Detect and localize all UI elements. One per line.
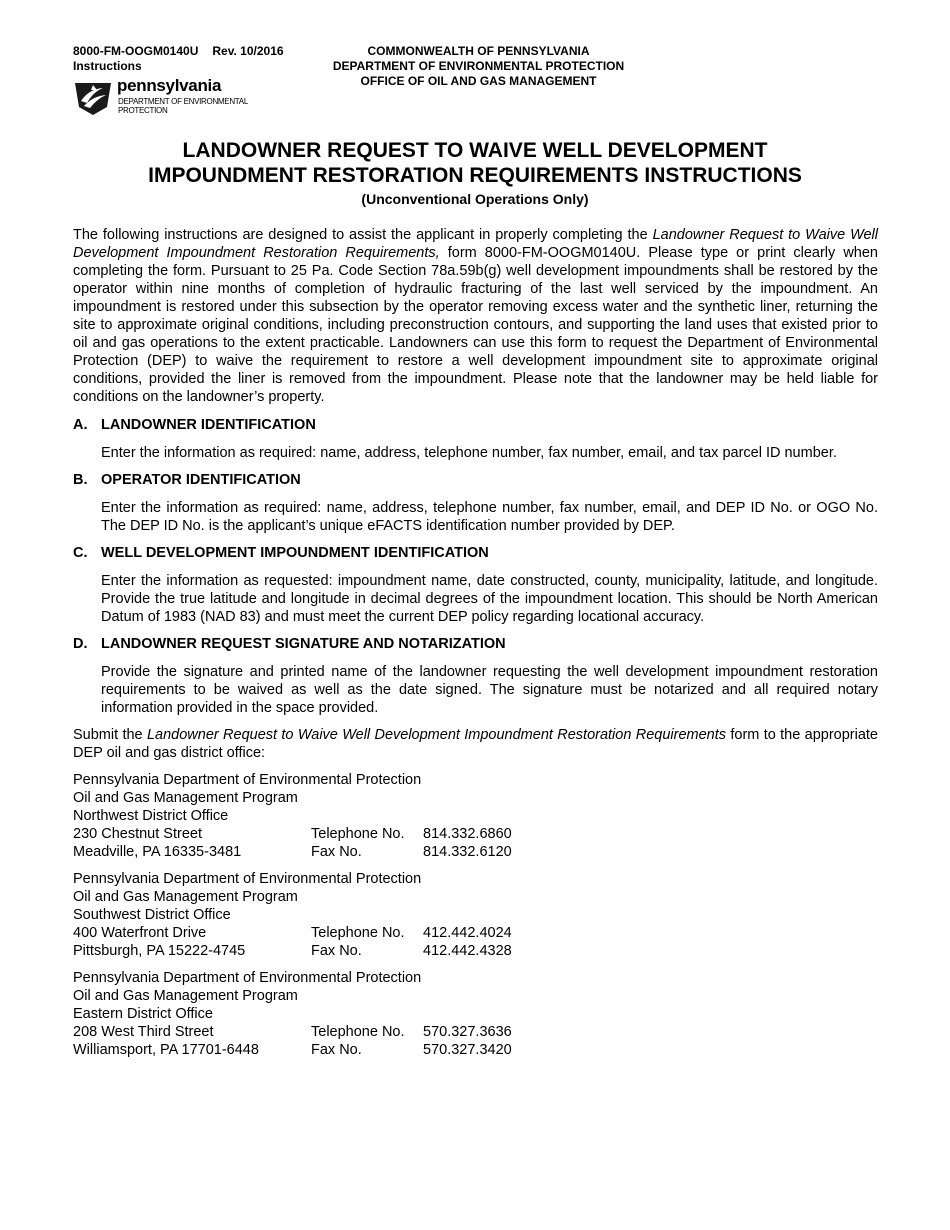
submit-text-pre: Submit the: [73, 727, 147, 743]
telephone-number: 412.442.4024: [423, 925, 512, 941]
agency-line-2: DEPARTMENT OF ENVIRONMENTAL PROTECTION: [332, 59, 625, 73]
form-id: 8000-FM-OOGM0140U: [73, 44, 199, 58]
office-street: 208 West Third Street: [73, 1024, 214, 1040]
office-city-row: [73, 942, 878, 960]
agency-line-3: OFFICE OF OIL AND GAS MANAGEMENT: [360, 74, 597, 88]
office-street-row: [73, 1023, 878, 1041]
section-d-body: Provide the signature and printed name of the landowner requesting the well development impoundment restoration requirements to be waived as well as the date signed. The signature must be notarized and all required notary information provided in the space provided.: [101, 664, 878, 716]
telephone-number: 570.327.3636: [423, 1024, 512, 1040]
fax-label: Fax No.: [311, 943, 362, 959]
office-eastern: [73, 969, 878, 1059]
keystone-logo-icon: [73, 77, 113, 117]
office-street-row: [73, 825, 878, 843]
office-street-row: [73, 924, 878, 942]
office-org: Pennsylvania Department of Environmental Protection: [73, 970, 422, 986]
office-program: Oil and Gas Management Program: [73, 988, 298, 1004]
logo-subtitle-line-2: PROTECTION: [118, 106, 168, 115]
office-city-row: [73, 843, 878, 861]
intro-paragraph: [73, 226, 878, 406]
section-c-heading: [73, 544, 878, 562]
section-b-heading: [73, 471, 878, 489]
office-street: 230 Chestnut Street: [73, 826, 202, 842]
telephone-number: 814.332.6860: [423, 826, 512, 842]
logo-subtitle: [118, 97, 248, 115]
office-city: Meadville, PA 16335-3481: [73, 844, 242, 860]
section-letter: C.: [73, 545, 88, 561]
section-a-heading: [73, 416, 878, 434]
office-org: Pennsylvania Department of Environmental Protection: [73, 871, 422, 887]
fax-number: 412.442.4328: [423, 943, 512, 959]
intro-text-pre: The following instructions are designed to assist the applicant in properly completing the: [73, 227, 653, 243]
section-letter: D.: [73, 636, 88, 652]
office-southwest: [73, 870, 878, 960]
fax-label: Fax No.: [311, 844, 362, 860]
section-d-heading: [73, 635, 878, 653]
fax-label: Fax No.: [311, 1042, 362, 1058]
office-name: Northwest District Office: [73, 808, 229, 824]
office-city: Pittsburgh, PA 15222-4745: [73, 943, 246, 959]
title-subtitle: (Unconventional Operations Only): [361, 191, 589, 207]
section-letter: B.: [73, 472, 88, 488]
agency-header: [300, 44, 657, 89]
office-city: Williamsport, PA 17701-6448: [73, 1042, 259, 1058]
office-program: Oil and Gas Management Program: [73, 790, 298, 806]
intro-text-post: form 8000-FM-OOGM0140U. Please type or print clearly when completing the form. Pursuant to 25 Pa. Code Section 78a.59b(g) well development impoundments shall be restored by the operator within nine months of completion of hydraulic fracturing of the last well serviced by the impoundment. An impoundment is restored under this subsection by the operator removing excess water and the synthetic liner, returning the site to approximate original conditions, including preconstruction contours, and supporting the land uses that existed prior to oil and gas operations to the extent practicable. Landowners can use this form to request the Department of Environmental Protection (DEP) to waive the requirement to restore a well development impoundment site to approximate original conditions, provided the liner is removed from the impoundment. Please note that the landowner may be held liable for conditions on the landowner’s property.: [73, 245, 878, 405]
title-line-1: LANDOWNER REQUEST TO WAIVE WELL DEVELOPMENT: [182, 139, 768, 162]
submit-text-post: form to the appropriate DEP oil and gas district office:: [73, 727, 878, 761]
section-title: WELL DEVELOPMENT IMPOUNDMENT IDENTIFICATION: [101, 545, 489, 561]
telephone-label: Telephone No.: [311, 826, 405, 842]
form-header-left: [73, 44, 284, 74]
logo-wordmark: pennsylvania: [117, 76, 222, 95]
section-a-body: Enter the information as required: name, address, telephone number, fax number, email, and tax parcel ID number.: [101, 445, 837, 461]
telephone-label: Telephone No.: [311, 925, 405, 941]
section-letter: A.: [73, 417, 88, 433]
office-northwest: [73, 771, 878, 861]
form-revision: Rev. 10/2016: [212, 44, 284, 58]
section-b-body: Enter the information as required: name, address, telephone number, fax number, email, and DEP ID No. or OGO No. The DEP ID No. is the applicant’s unique eFACTS identification number provided by DEP.: [101, 500, 878, 534]
document-title: [0, 138, 950, 208]
fax-number: 570.327.3420: [423, 1042, 512, 1058]
section-title: OPERATOR IDENTIFICATION: [101, 472, 301, 488]
pa-dep-logo: [73, 76, 273, 118]
office-program: Oil and Gas Management Program: [73, 889, 298, 905]
office-city-row: [73, 1041, 878, 1059]
telephone-label: Telephone No.: [311, 1024, 405, 1040]
submit-paragraph: [73, 726, 878, 762]
logo-subtitle-line-1: DEPARTMENT OF ENVIRONMENTAL: [118, 97, 248, 106]
office-street: 400 Waterfront Drive: [73, 925, 207, 941]
section-title: LANDOWNER REQUEST SIGNATURE AND NOTARIZATION: [101, 636, 506, 652]
fax-number: 814.332.6120: [423, 844, 512, 860]
office-org: Pennsylvania Department of Environmental Protection: [73, 772, 422, 788]
section-title: LANDOWNER IDENTIFICATION: [101, 417, 316, 433]
doc-type: Instructions: [73, 59, 142, 73]
section-c-body: Enter the information as requested: impoundment name, date constructed, county, municipality, latitude, and longitude. Provide the true latitude and longitude in decimal degrees of the impoundment location. This should be North American Datum of 1983 (NAD 83) and must meet the current DEP policy regarding locational accuracy.: [101, 573, 878, 625]
submit-form-name: Landowner Request to Waive Well Development Impoundment Restoration Requirements: [146, 727, 727, 743]
office-name: Eastern District Office: [73, 1006, 213, 1022]
instructions-body: [73, 226, 878, 1068]
intro-form-name: Landowner Request to Waive Well Development Impoundment Restoration Requirements,: [73, 227, 879, 261]
agency-line-1: COMMONWEALTH OF PENNSYLVANIA: [367, 44, 590, 58]
office-name: Southwest District Office: [73, 907, 231, 923]
title-line-2: IMPOUNDMENT RESTORATION REQUIREMENTS INSTRUCTIONS: [148, 164, 802, 187]
